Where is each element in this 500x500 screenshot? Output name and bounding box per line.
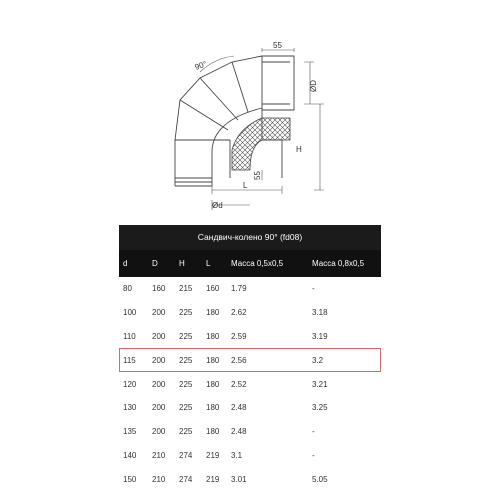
specs-table	[119, 225, 381, 491]
header-H: H	[179, 259, 185, 268]
table-cell: 215	[179, 284, 193, 294]
table-cell: -	[312, 427, 315, 437]
table-row	[119, 444, 381, 468]
table-cell: 225	[179, 403, 193, 413]
table-cell: 180	[206, 331, 220, 341]
table-title: Сандвич-колено 90° (fd08)	[119, 225, 381, 250]
table-cell: 2.48	[231, 427, 247, 437]
table-cell: 3.25	[312, 403, 328, 413]
table-header-row	[119, 250, 381, 277]
table-cell: -	[312, 284, 315, 294]
table-cell: 180	[206, 379, 220, 389]
table-cell: 180	[206, 427, 220, 437]
table-row	[119, 325, 381, 349]
table-cell: 2.59	[231, 331, 247, 341]
table-body	[119, 277, 381, 491]
table-cell: 120	[123, 379, 137, 389]
elbow-technical-drawing	[150, 40, 350, 220]
header-L: L	[206, 259, 211, 268]
diameter-d-label: Ød	[212, 201, 223, 210]
table-cell: 2.62	[231, 308, 247, 318]
elbow-drawing-svg	[150, 40, 350, 220]
table-cell: 200	[152, 331, 166, 341]
table-cell: 225	[179, 427, 193, 437]
table-row	[119, 301, 381, 325]
table-cell: 1.79	[231, 284, 247, 294]
table-cell: 2.56	[231, 355, 247, 365]
table-cell: 225	[179, 308, 193, 318]
table-cell: 140	[123, 450, 137, 460]
table-cell: 110	[123, 331, 136, 341]
table-cell: 3.19	[312, 331, 328, 341]
table-cell: 210	[152, 450, 166, 460]
diameter-D-label: ØD	[309, 80, 318, 92]
table-cell: 219	[206, 450, 220, 460]
table-cell: 3.18	[312, 308, 328, 318]
table-cell: 200	[152, 403, 166, 413]
offset-small-label: 55	[253, 171, 262, 180]
length-L-label: L	[243, 181, 248, 190]
header-d: d	[123, 259, 128, 268]
table-cell: 150	[123, 474, 137, 484]
table-cell: 2.48	[231, 403, 247, 413]
table-cell: 200	[152, 379, 166, 389]
table-cell: 5.05	[312, 474, 328, 484]
angle-label: 90°	[193, 59, 209, 72]
table-row-highlighted	[119, 348, 381, 372]
table-cell: 274	[179, 450, 193, 460]
table-cell: 200	[152, 355, 166, 365]
table-cell: -	[312, 450, 315, 460]
table-cell: 3.21	[312, 379, 328, 389]
header-D: D	[152, 259, 158, 268]
table-cell: 225	[179, 355, 193, 365]
table-cell: 135	[123, 427, 137, 437]
table-row	[119, 420, 381, 444]
insulation-hatch	[232, 118, 290, 170]
table-cell: 200	[152, 427, 166, 437]
height-H-label: H	[296, 145, 302, 154]
table-row	[119, 467, 381, 491]
table-cell: 80	[123, 284, 132, 294]
table-cell: 3.01	[231, 474, 247, 484]
table-cell: 200	[152, 308, 166, 318]
table-cell: 130	[123, 403, 137, 413]
table-cell: 3.1	[231, 450, 243, 460]
table-cell: 219	[206, 474, 220, 484]
table-cell: 225	[179, 331, 193, 341]
table-cell: 160	[152, 284, 166, 294]
table-row	[119, 396, 381, 420]
table-cell: 160	[206, 284, 220, 294]
table-cell: 3.2	[312, 355, 324, 365]
header-mass-08: Масса 0,8х0,5	[312, 259, 365, 268]
table-row	[119, 277, 381, 301]
table-cell: 180	[206, 403, 220, 413]
table-row	[119, 372, 381, 396]
table-cell: 115	[123, 355, 136, 365]
table-cell: 274	[179, 474, 193, 484]
table-cell: 180	[206, 355, 220, 365]
header-mass-05: Масса 0,5х0,5	[231, 259, 284, 268]
offset-label: 55	[273, 41, 282, 50]
table-cell: 100	[123, 308, 137, 318]
table-cell: 210	[152, 474, 166, 484]
table-cell: 180	[206, 308, 220, 318]
table-cell: 225	[179, 379, 193, 389]
table-cell: 2.52	[231, 379, 247, 389]
